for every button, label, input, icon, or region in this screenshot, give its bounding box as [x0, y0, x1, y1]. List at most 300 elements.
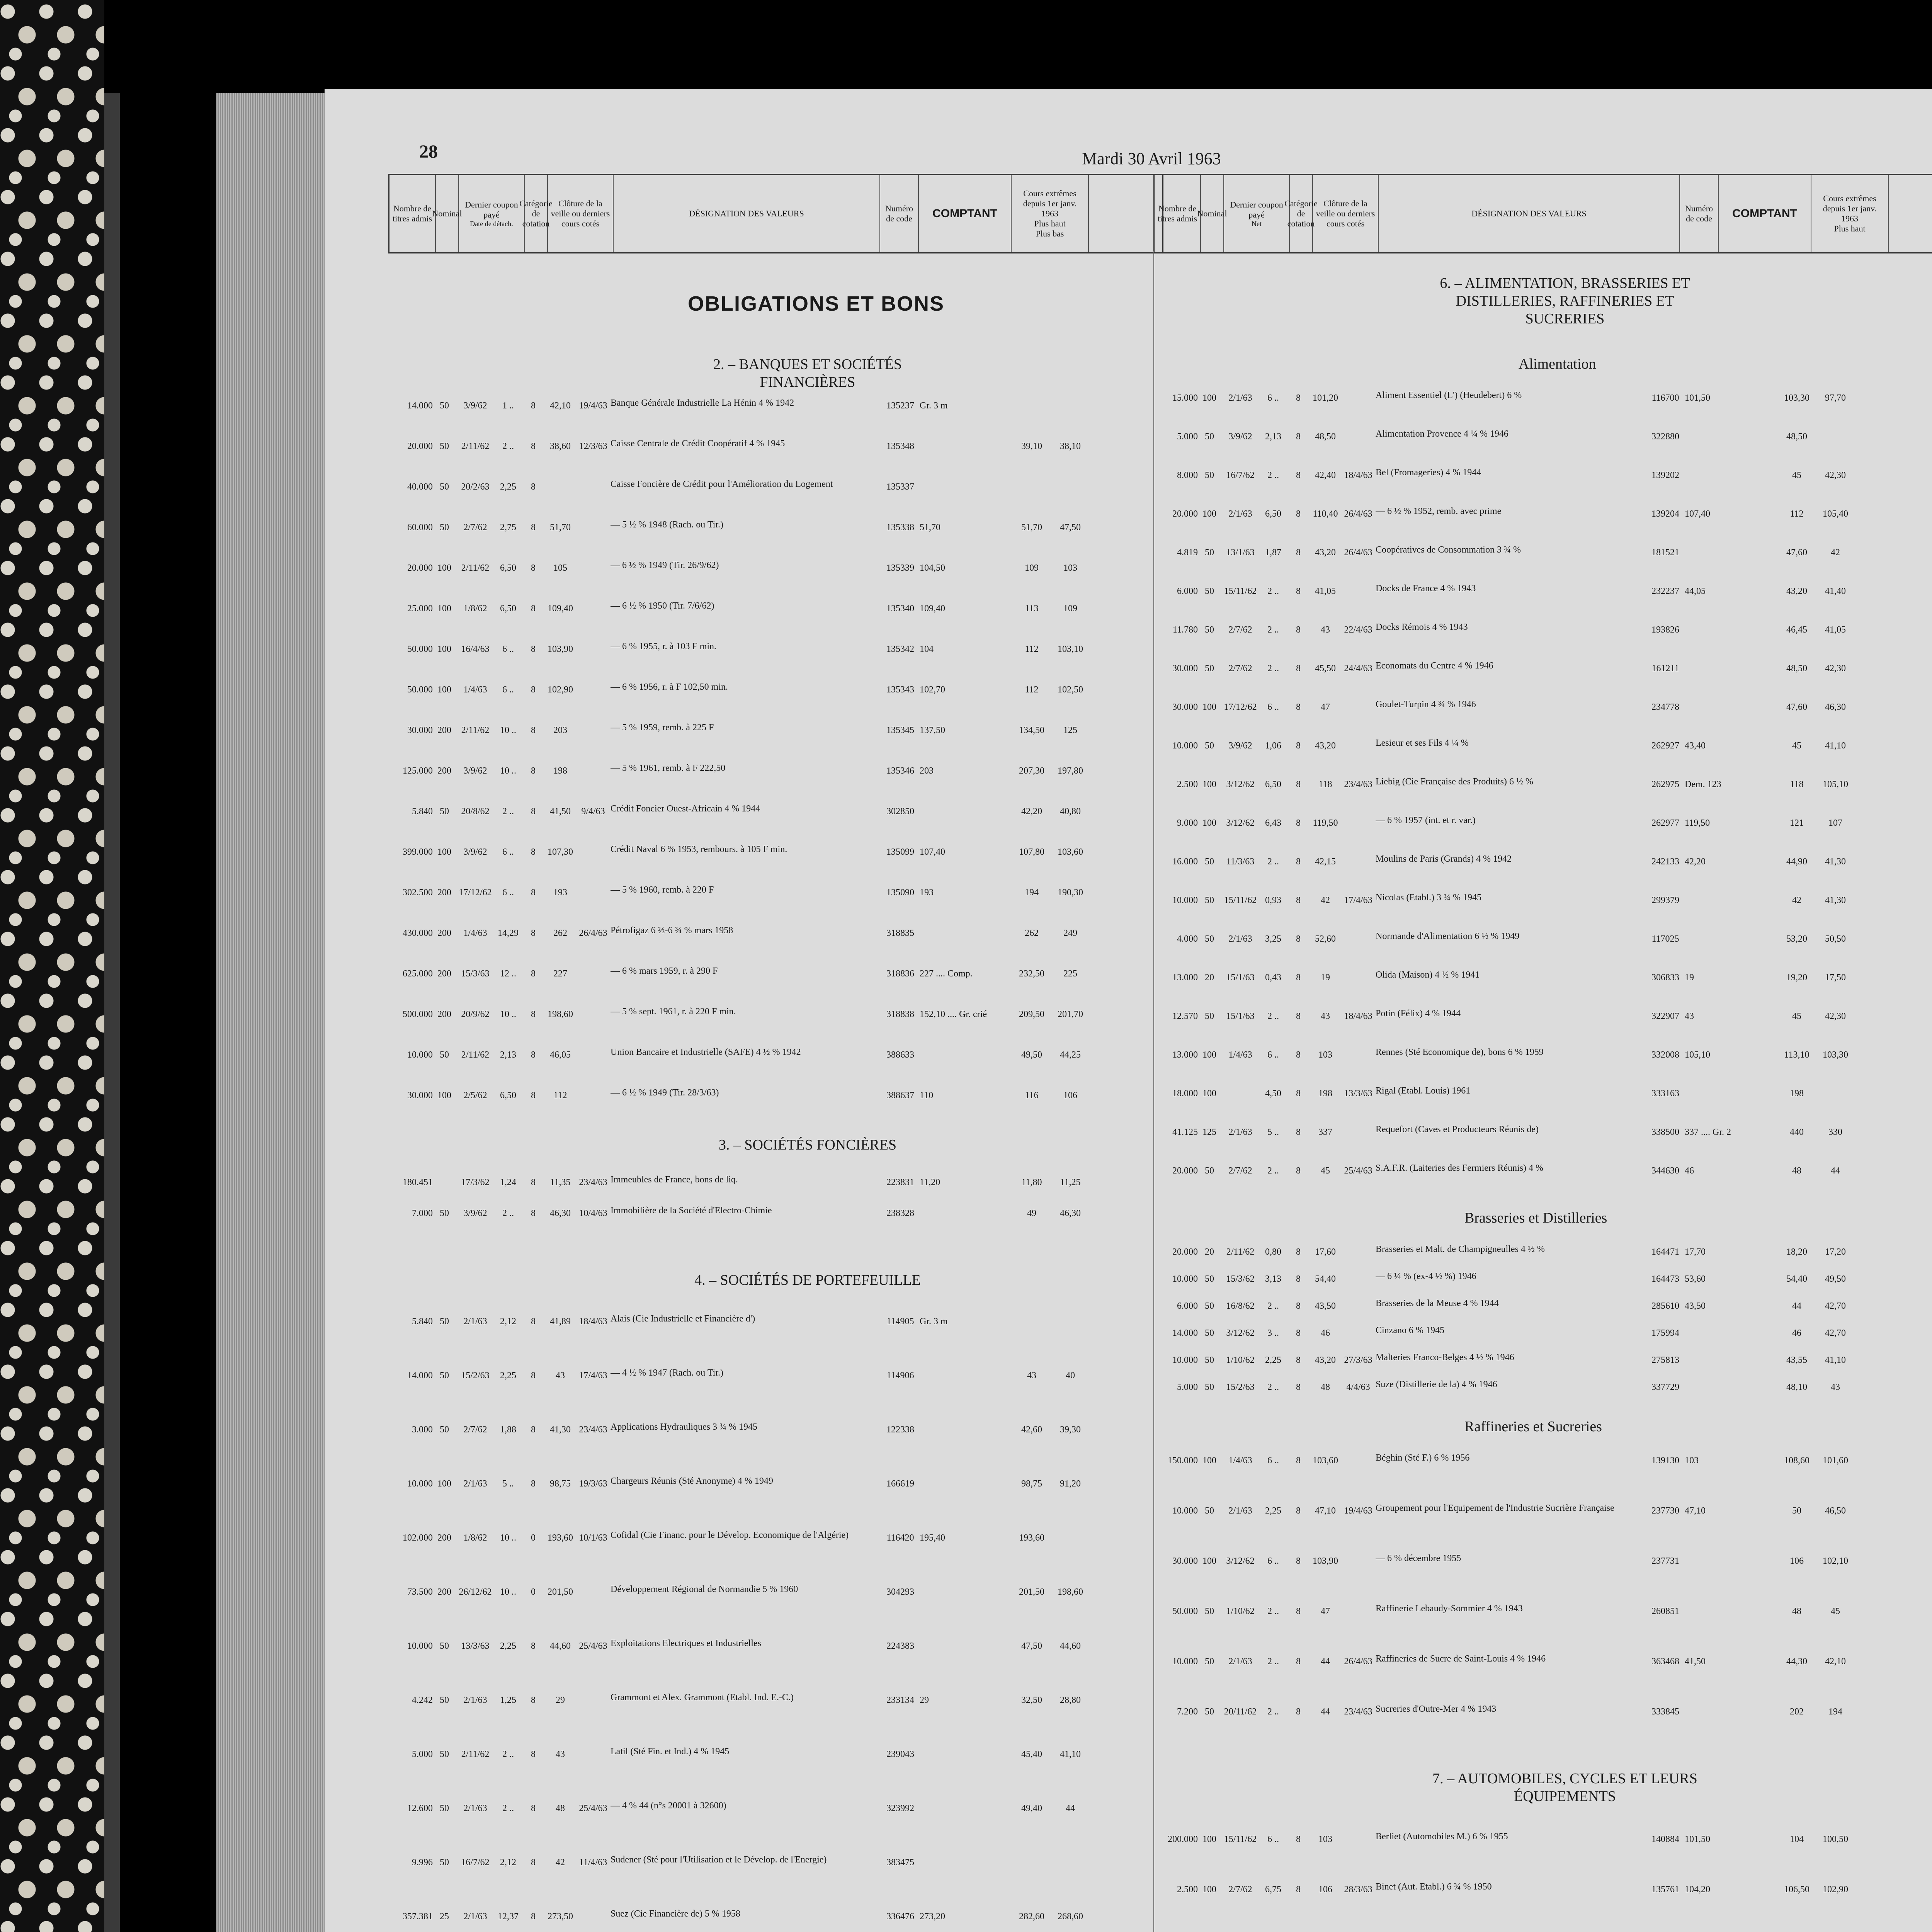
- cell-cp: 43,40: [1685, 741, 1706, 751]
- cell-nom: 50: [1205, 1274, 1214, 1284]
- cell-v: Goulet-Turpin 4 ¾ % 1946: [1376, 699, 1476, 709]
- cell-cd: 139130: [1651, 1456, 1679, 1466]
- cell-v: Aliment Essentiel (L') (Heudebert) 6 %: [1376, 390, 1522, 400]
- cell-n: 73.500: [407, 1587, 433, 1597]
- cell-nom: 50: [440, 1857, 449, 1867]
- cell-cl: 51,70: [550, 522, 571, 532]
- cell-ne: 2 ..: [1267, 1707, 1279, 1717]
- cell-cp: 107,40: [920, 847, 945, 857]
- table-row: [390, 1368, 1090, 1381]
- table-row: [1155, 1832, 1855, 1845]
- table-row: [390, 398, 1090, 411]
- table-row: [390, 1476, 1090, 1489]
- table-row: [1155, 1009, 1855, 1022]
- cell-c: 8: [1296, 818, 1301, 828]
- cell-pb: 97,70: [1825, 393, 1846, 403]
- cell-c: 8: [531, 1695, 536, 1705]
- hdr-nombre: Nombre de titres admis: [1155, 175, 1201, 252]
- cell-n: 399.000: [403, 847, 433, 857]
- cell-c: 8: [531, 1050, 536, 1060]
- cell-ph: 32,50: [1021, 1695, 1042, 1705]
- cell-cd: 332008: [1651, 1050, 1679, 1060]
- cell-ne: 10 ..: [500, 766, 516, 776]
- cell-ne: 2,25: [500, 482, 516, 492]
- cell-ne: 1,24: [500, 1177, 516, 1187]
- cell-v: Liebig (Cie Française des Produits) 6 ½ %: [1376, 777, 1533, 787]
- cell-ne: 2,25: [500, 1371, 516, 1381]
- cell-cl: 45: [1321, 1166, 1330, 1176]
- table-row: [390, 479, 1090, 492]
- cell-pb: 201,70: [1058, 1009, 1083, 1019]
- cell-ph: 18,20: [1786, 1247, 1807, 1257]
- cell-pb: 17,50: [1825, 973, 1846, 983]
- cell-dt: 13/3/63: [1344, 1088, 1372, 1099]
- cell-ph: 42,20: [1021, 806, 1042, 816]
- cell-pb: 102,90: [1823, 1884, 1848, 1895]
- cell-cp: 109,40: [920, 604, 945, 614]
- cell-v: — 6 ½ % 1949 (Tir. 26/9/62): [611, 560, 719, 570]
- cell-pb: 11,25: [1060, 1177, 1081, 1187]
- cell-ne: 3,13: [1265, 1274, 1281, 1284]
- cell-v: Bel (Fromageries) 4 % 1944: [1376, 468, 1481, 478]
- cell-cp: 203: [920, 766, 934, 776]
- cell-c: 8: [1296, 1328, 1301, 1338]
- cell-n: 12.600: [407, 1803, 433, 1813]
- cell-cl: 112: [553, 1090, 567, 1100]
- cell-c: 8: [531, 604, 536, 614]
- cell-c: 8: [1296, 1606, 1301, 1616]
- cell-cd: 262975: [1651, 779, 1679, 789]
- cell-v: Berliet (Automobiles M.) 6 % 1955: [1376, 1832, 1508, 1842]
- hdr-cours-extremes: [1012, 175, 1089, 252]
- cell-c: 8: [531, 1425, 536, 1435]
- cell-ne: 2 ..: [1267, 1011, 1279, 1021]
- cell-nom: 200: [437, 928, 451, 938]
- cell-ne: 1,06: [1265, 741, 1281, 751]
- cell-d: 2/11/62: [461, 725, 490, 735]
- cell-pb: 102,50: [1058, 685, 1083, 695]
- cell-ph: 104: [1790, 1834, 1804, 1844]
- cell-pb: 268,60: [1058, 1912, 1083, 1922]
- cell-cd: 338500: [1651, 1127, 1679, 1137]
- cell-cp: 29: [920, 1695, 929, 1705]
- cell-cd: 262927: [1651, 741, 1679, 751]
- table-row: [1155, 777, 1855, 790]
- cell-v: Applications Hydrauliques 3 ¾ % 1945: [611, 1422, 757, 1432]
- cell-pb: 105,40: [1823, 509, 1848, 519]
- cell-cl: 47: [1321, 1606, 1330, 1616]
- cell-ne: 6,50: [500, 604, 516, 614]
- table-row: [1155, 1244, 1855, 1257]
- cell-dt: 26/4/63: [1344, 509, 1372, 519]
- cell-pb: 194: [1828, 1707, 1842, 1717]
- column-divider: [1153, 251, 1154, 1932]
- cell-v: — 6 % 1955, r. à 103 F min.: [611, 641, 716, 651]
- cell-v: Cofidal (Cie Financ. pour le Dévelop. Economique de l'Algérie): [611, 1530, 849, 1540]
- cell-d: 17/12/62: [459, 888, 492, 898]
- cell-nom: 100: [1202, 702, 1216, 712]
- cell-c: 8: [1296, 1556, 1301, 1566]
- cell-v: Union Bancaire et Industrielle (SAFE) 4 ½ % 1942: [611, 1047, 801, 1057]
- cell-n: 10.000: [407, 1641, 433, 1651]
- cell-ne: 2 ..: [1267, 1301, 1279, 1311]
- cell-cd: 318838: [886, 1009, 914, 1019]
- cell-pb: 42,10: [1825, 1656, 1846, 1667]
- cell-ph: 44,90: [1786, 857, 1807, 867]
- cell-v: Rigal (Etabl. Louis) 1961: [1376, 1086, 1471, 1096]
- cell-cp: 43,50: [1685, 1301, 1706, 1311]
- cell-ph: 49,50: [1021, 1050, 1042, 1060]
- cell-d: 2/1/63: [463, 1479, 487, 1489]
- cell-ne: 2,25: [500, 1641, 516, 1651]
- cell-pb: 91,20: [1060, 1479, 1081, 1489]
- cell-pb: 103,10: [1058, 644, 1083, 654]
- table-row: [390, 1692, 1090, 1706]
- cell-n: 102.000: [403, 1533, 433, 1543]
- cell-d: 2/7/62: [463, 522, 487, 532]
- cell-cd: 233134: [886, 1695, 914, 1705]
- cell-d: 3/9/62: [463, 401, 487, 411]
- hdr-designation: DÉSIGNATION DES VALEURS: [614, 175, 880, 252]
- cell-dt: 19/4/63: [1344, 1506, 1372, 1516]
- cell-dt: 23/4/63: [1344, 779, 1372, 789]
- cell-pb: 44,25: [1060, 1050, 1081, 1060]
- cell-nom: 50: [440, 441, 449, 451]
- cell-cl: 48,50: [1315, 432, 1336, 442]
- cell-nom: 100: [1202, 1456, 1216, 1466]
- hdr-comptant: COMPTANT: [919, 175, 1012, 252]
- cell-cd: 135343: [886, 685, 914, 695]
- cell-dt: 24/4/63: [1344, 663, 1372, 673]
- cell-ph: 48,50: [1786, 432, 1807, 442]
- cell-c: 8: [531, 644, 536, 654]
- cell-cd: 135761: [1651, 1884, 1679, 1895]
- cell-n: 10.000: [1172, 1355, 1198, 1365]
- cell-ph: 109: [1025, 563, 1039, 573]
- cell-cp: 195,40: [920, 1533, 945, 1543]
- cell-v: Sudener (Sté pour l'Utilisation et le Dévelop. de l'Energie): [611, 1855, 827, 1865]
- cell-v: — 5 ½ % 1948 (Rach. ou Tir.): [611, 520, 724, 530]
- cell-c: 8: [1296, 1166, 1301, 1176]
- cell-nom: 50: [1205, 1301, 1214, 1311]
- cell-cl: 198: [553, 766, 567, 776]
- cell-d: 17/12/62: [1224, 702, 1257, 712]
- cell-v: Banque Générale Industrielle La Hénin 4 % 1942: [611, 398, 794, 408]
- table-row: [390, 1909, 1090, 1922]
- cell-cp: 105,10: [1685, 1050, 1710, 1060]
- cell-pb: 100,50: [1823, 1834, 1848, 1844]
- cell-nom: 50: [440, 1803, 449, 1813]
- cell-nom: 20: [1205, 1247, 1214, 1257]
- cell-ne: 6 ..: [1267, 1556, 1279, 1566]
- cell-dt: 10/4/63: [579, 1208, 607, 1218]
- table-row: [390, 885, 1090, 898]
- cell-ne: 1,25: [500, 1695, 516, 1705]
- hdr-numero: Numéro de code: [880, 175, 919, 252]
- cell-ph: 11,80: [1021, 1177, 1042, 1187]
- cell-nom: 200: [437, 888, 451, 898]
- cell-nom: 50: [1205, 586, 1214, 596]
- cell-n: 14.000: [407, 1371, 433, 1381]
- cell-ph: 45: [1792, 741, 1801, 751]
- cell-v: Sucreries d'Outre-Mer 4 % 1943: [1376, 1704, 1497, 1714]
- table-row: [1155, 1086, 1855, 1099]
- cell-cl: 109,40: [548, 604, 573, 614]
- cell-ne: 12,37: [498, 1912, 519, 1922]
- cell-nom: 100: [437, 685, 451, 695]
- cell-nom: 50: [1205, 1355, 1214, 1365]
- cell-n: 40.000: [407, 482, 433, 492]
- cell-pb: 50,50: [1825, 934, 1846, 944]
- cell-c: 8: [531, 522, 536, 532]
- cell-pb: 42,70: [1825, 1301, 1846, 1311]
- hdr-net: Net: [1252, 219, 1262, 228]
- cell-d: 2/11/62: [461, 563, 490, 573]
- cell-ph: 282,60: [1019, 1912, 1044, 1922]
- cell-nom: 50: [1205, 663, 1214, 673]
- table-row: [1155, 1379, 1855, 1393]
- cell-cd: 239043: [886, 1749, 914, 1759]
- cell-pb: 101,60: [1823, 1456, 1848, 1466]
- cell-cd: 139202: [1651, 470, 1679, 480]
- cell-ne: 2 ..: [1267, 625, 1279, 635]
- table-row: [1155, 1047, 1855, 1060]
- cell-cl: 198,60: [548, 1009, 573, 1019]
- cell-d: 2/5/62: [463, 1090, 487, 1100]
- cell-c: 8: [531, 1316, 536, 1327]
- cell-cd: 275813: [1651, 1355, 1679, 1365]
- cell-v: Suez (Cie Financière de) 5 % 1958: [611, 1909, 740, 1919]
- cell-ne: 6,43: [1265, 818, 1281, 828]
- table-row: [390, 1047, 1090, 1060]
- cell-n: 5.000: [1177, 432, 1198, 442]
- cell-c: 8: [1296, 586, 1301, 596]
- cell-n: 20.000: [407, 441, 433, 451]
- cell-d: 3/9/62: [1228, 741, 1252, 751]
- cell-d: 26/12/62: [459, 1587, 492, 1597]
- cell-n: 500.000: [403, 1009, 433, 1019]
- cell-cl: 54,40: [1315, 1274, 1336, 1284]
- page-edges: [216, 93, 325, 1932]
- hdr-dernier: [1224, 175, 1290, 252]
- cell-ph: 103,30: [1784, 393, 1810, 403]
- cell-pb: 330: [1828, 1127, 1842, 1137]
- cell-dt: 25/4/63: [1344, 1166, 1372, 1176]
- cell-cp: 46: [1685, 1166, 1694, 1176]
- cell-n: 12.570: [1172, 1011, 1198, 1021]
- cell-nom: 200: [437, 725, 451, 735]
- cell-ph: 106: [1790, 1556, 1804, 1566]
- cell-cd: 232237: [1651, 586, 1679, 596]
- cell-cd: 344630: [1651, 1166, 1679, 1176]
- cell-pb: 44,60: [1060, 1641, 1081, 1651]
- cell-c: 8: [1296, 1506, 1301, 1516]
- cell-n: 10.000: [1172, 1506, 1198, 1516]
- cell-cp: 11,20: [920, 1177, 940, 1187]
- cell-d: 1/4/63: [463, 685, 487, 695]
- cell-cd: 135337: [886, 482, 914, 492]
- cell-v: Normande d'Alimentation 6 ½ % 1949: [1376, 931, 1520, 941]
- hdr-designation: DÉSIGNATION DES VALEURS: [1379, 175, 1680, 252]
- cell-cl: 42: [1321, 895, 1330, 905]
- cell-pb: 105,10: [1823, 779, 1848, 789]
- cell-pb: 249: [1063, 928, 1077, 938]
- cell-pb: 103: [1063, 563, 1077, 573]
- table-row: [1155, 1453, 1855, 1466]
- section-2-title: 2. – BANQUES ET SOCIÉTÉS FINANCIÈRES: [713, 356, 902, 390]
- hdr-nombre: Nombre de titres admis: [389, 175, 436, 252]
- cell-pb: 42,70: [1825, 1328, 1846, 1338]
- cell-ph: 42,60: [1021, 1425, 1042, 1435]
- cell-ph: 48: [1792, 1606, 1801, 1616]
- cell-ph: 202: [1790, 1707, 1804, 1717]
- cell-d: 15/1/63: [1226, 1011, 1255, 1021]
- table-row: [1155, 815, 1855, 828]
- table-row: [390, 1422, 1090, 1435]
- cell-v: Suze (Distillerie de la) 4 % 1946: [1376, 1379, 1497, 1389]
- cell-ne: 2,13: [500, 1050, 516, 1060]
- cell-nom: 50: [1205, 1606, 1214, 1616]
- cell-nom: 200: [437, 1587, 451, 1597]
- table-row: [1155, 506, 1855, 519]
- cell-ne: 2 ..: [1267, 1166, 1279, 1176]
- cell-cl: 48: [556, 1803, 565, 1813]
- cell-d: 20/9/62: [461, 1009, 490, 1019]
- cell-ph: 113: [1025, 604, 1039, 614]
- table-row: [390, 1088, 1090, 1101]
- cell-ne: 2,25: [1265, 1355, 1281, 1365]
- table-row: [390, 1007, 1090, 1020]
- cell-v: Caisse Foncière de Crédit pour l'Amélioration du Logement: [611, 479, 833, 489]
- cell-v: — 5 % 1959, remb. à 225 F: [611, 723, 714, 733]
- table-row: [1155, 931, 1855, 944]
- cell-d: 1/10/62: [1226, 1355, 1255, 1365]
- cell-nom: 100: [1202, 818, 1216, 828]
- cell-dt: 18/4/63: [1344, 470, 1372, 480]
- cell-cd: 135099: [886, 847, 914, 857]
- cell-ne: 2 ..: [1267, 663, 1279, 673]
- cell-c: 8: [1296, 1274, 1301, 1284]
- cell-ph: 121: [1790, 818, 1804, 828]
- table-row: [390, 925, 1090, 939]
- cell-v: — 6 % mars 1959, r. à 290 F: [611, 966, 718, 976]
- cell-cp: 17,70: [1685, 1247, 1706, 1257]
- cell-v: Pétrofigaz 6 ⅔-6 ¾ % mars 1958: [611, 925, 733, 935]
- cell-n: 25.000: [407, 604, 433, 614]
- table-row: [1155, 1124, 1855, 1138]
- cell-ne: 10 ..: [500, 1009, 516, 1019]
- cell-cd: 323992: [886, 1803, 914, 1813]
- cell-ph: 108,60: [1784, 1456, 1810, 1466]
- cell-v: — 4 ½ % 1947 (Rach. ou Tir.): [611, 1368, 724, 1378]
- cell-ph: 193,60: [1019, 1533, 1044, 1543]
- cell-v: — 4 % 44 (n°s 20001 à 32600): [611, 1801, 726, 1811]
- cell-v: Requefort (Caves et Producteurs Réunis de): [1376, 1124, 1539, 1134]
- cell-d: 15/2/63: [461, 1371, 490, 1381]
- cell-cp: 53,60: [1685, 1274, 1706, 1284]
- hdr-plus-haut: Plus haut: [1834, 224, 1866, 233]
- cell-nom: 50: [440, 806, 449, 816]
- cell-nom: 200: [437, 1009, 451, 1019]
- hdr-numero: Numéro de code: [1680, 175, 1719, 252]
- cell-dt: 19/3/63: [579, 1479, 607, 1489]
- cell-cl: 44,60: [550, 1641, 571, 1651]
- cell-d: 2/1/63: [1228, 509, 1252, 519]
- cell-c: 8: [1296, 509, 1301, 519]
- table-row: [390, 641, 1090, 655]
- cell-ne: 4,50: [1265, 1088, 1281, 1099]
- cell-cl: 42: [556, 1857, 565, 1867]
- cell-c: 8: [1296, 663, 1301, 673]
- cell-d: 16/7/62: [461, 1857, 490, 1867]
- cell-n: 8.000: [1177, 470, 1198, 480]
- cell-nom: 50: [440, 1425, 449, 1435]
- cell-c: 8: [1296, 1355, 1301, 1365]
- cell-ph: 107,80: [1019, 847, 1044, 857]
- cell-ne: 3,25: [1265, 934, 1281, 944]
- cell-ne: 0,43: [1265, 973, 1281, 983]
- cell-ph: 43,20: [1786, 586, 1807, 596]
- cell-v: Cinzano 6 % 1945: [1376, 1325, 1444, 1335]
- cell-c: 8: [1296, 393, 1301, 403]
- cell-ne: 2,75: [500, 522, 516, 532]
- cell-cp: 44,05: [1685, 586, 1706, 596]
- cell-cl: 41,30: [550, 1425, 571, 1435]
- cell-n: 357.381: [403, 1912, 433, 1922]
- cell-pb: 41,30: [1825, 895, 1846, 905]
- cell-c: 8: [531, 1090, 536, 1100]
- cell-pb: 45: [1831, 1606, 1840, 1616]
- cell-ne: 6 ..: [1267, 702, 1279, 712]
- cell-ne: 14,29: [498, 928, 519, 938]
- cell-pb: 46,50: [1825, 1506, 1846, 1516]
- cell-cp: 337 .... Gr. 2: [1685, 1127, 1731, 1137]
- cell-dt: 25/4/63: [579, 1641, 607, 1651]
- cell-ne: 2,25: [1265, 1506, 1281, 1516]
- cell-ph: 46: [1792, 1328, 1801, 1338]
- cell-ne: 1 ..: [502, 401, 514, 411]
- table-row: [390, 601, 1090, 614]
- cell-ne: 3 ..: [1267, 1328, 1279, 1338]
- cell-d: 3/9/62: [463, 1208, 487, 1218]
- cell-ph: 201,50: [1019, 1587, 1044, 1597]
- cell-cl: 203: [553, 725, 567, 735]
- cell-v: — 6 ¼ % (ex-4 ½ %) 1946: [1376, 1271, 1476, 1281]
- cell-cp: 104: [920, 644, 934, 654]
- cell-dt: 17/4/63: [579, 1371, 607, 1381]
- cell-nom: 50: [440, 1695, 449, 1705]
- cell-nom: 100: [1202, 1088, 1216, 1099]
- cell-cd: 135339: [886, 563, 914, 573]
- cell-ph: 106,50: [1784, 1884, 1810, 1895]
- section-3-title: 3. – SOCIÉTÉS FONCIÈRES: [718, 1137, 897, 1153]
- table-row: [390, 1855, 1090, 1868]
- cell-cl: 44: [1321, 1656, 1330, 1667]
- cell-nom: 50: [1205, 548, 1214, 558]
- cell-dt: 18/4/63: [1344, 1011, 1372, 1021]
- cell-pb: 197,80: [1058, 766, 1083, 776]
- cell-pb: 41,10: [1060, 1749, 1081, 1759]
- cell-dt: 18/4/63: [579, 1316, 607, 1327]
- cell-c: 8: [531, 1641, 536, 1651]
- cell-n: 625.000: [403, 969, 433, 979]
- cell-c: 8: [1296, 432, 1301, 442]
- cell-ph: 43,55: [1786, 1355, 1807, 1365]
- cell-cl: 198: [1318, 1088, 1332, 1099]
- cell-ph: 42: [1792, 895, 1801, 905]
- cell-pb: 103,30: [1823, 1050, 1848, 1060]
- cell-pb: 42,30: [1825, 470, 1846, 480]
